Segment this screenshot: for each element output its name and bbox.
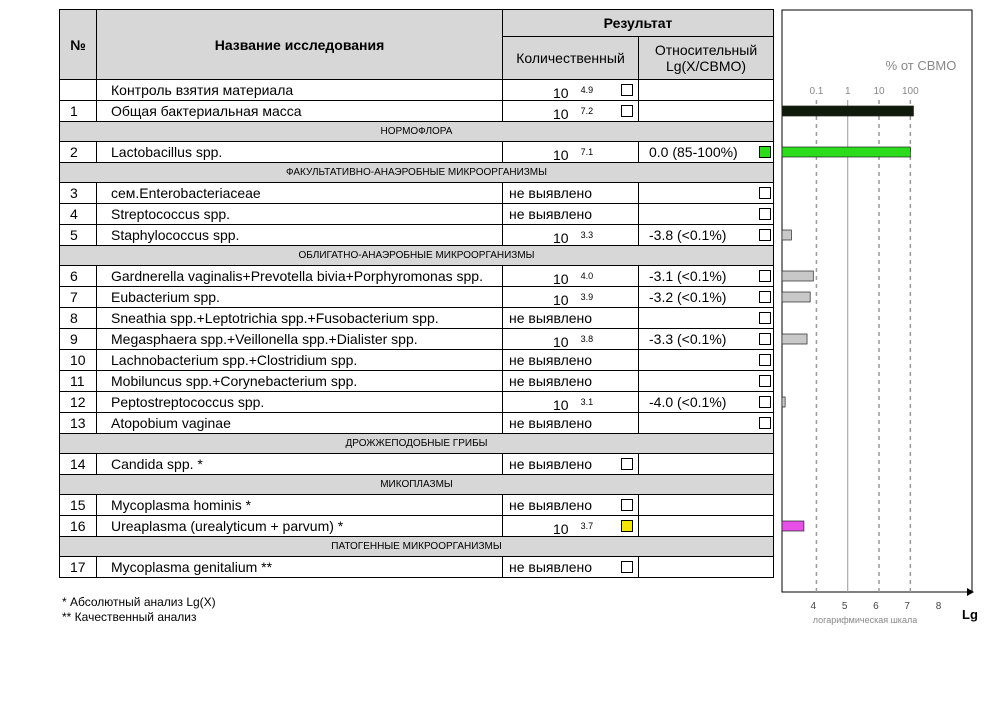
- quantitative-value: 10 $^{7.1}$: [553, 147, 594, 163]
- x-tick-label: 4: [810, 601, 817, 612]
- test-name: Staphylococcus spp.: [97, 225, 503, 246]
- row-number: 7: [60, 287, 97, 308]
- not-detected-text: не выявлено: [509, 310, 593, 326]
- test-name: Mycoplasma genitalium **: [97, 557, 503, 578]
- relative-value: -3.2 (<0.1%): [649, 289, 727, 305]
- test-name: Контроль взятия материала: [97, 80, 503, 101]
- relative-value: -3.8 (<0.1%): [649, 227, 727, 243]
- not-detected-text: не выявлено: [509, 497, 593, 513]
- bar: [782, 521, 804, 531]
- row-number: 14: [60, 454, 97, 475]
- test-name: Ureaplasma (urealyticum + parvum) *: [97, 516, 503, 537]
- test-name: сем.Enterobacteriaceae: [97, 183, 503, 204]
- relative-value: -4.0 (<0.1%): [649, 394, 727, 410]
- bar: [782, 271, 813, 281]
- footnote-qualitative: ** Качественный анализ: [62, 610, 197, 624]
- x-axis-sublabel: логарифмическая шкала: [812, 615, 918, 625]
- quantitative-value: 10 $^{3.7}$: [553, 521, 594, 537]
- x-tick-label: 8: [935, 601, 942, 612]
- header-result: Результат: [503, 10, 774, 37]
- top-tick-label: 1: [844, 86, 851, 97]
- row-number: 5: [60, 225, 97, 246]
- quantitative-value: 10 $^{3.8}$: [553, 334, 594, 350]
- test-name: Общая бактериальная масса: [97, 101, 503, 122]
- top-tick-label: 100: [901, 86, 919, 97]
- not-detected-text: не выявлено: [509, 559, 593, 575]
- test-name: Peptostreptococcus spp.: [97, 392, 503, 413]
- test-name: Streptococcus spp.: [97, 204, 503, 225]
- test-name: Mobiluncus spp.+Corynebacterium spp.: [97, 371, 503, 392]
- bar: [782, 334, 807, 344]
- section-label: ПАТОГЕННЫЕ МИКРООРГАНИЗМЫ: [60, 537, 774, 557]
- test-name: Lachnobacterium spp.+Clostridium spp.: [97, 350, 503, 371]
- row-number: 11: [60, 371, 97, 392]
- quantitative-value: 10 $^{3.3}$: [553, 230, 594, 246]
- relative-value: 0.0 (85-100%): [649, 144, 738, 160]
- test-name: Atopobium vaginae: [97, 413, 503, 434]
- chart-title: % от СВМО: [885, 58, 957, 73]
- section-label: ФАКУЛЬТАТИВНО-АНАЭРОБНЫЕ МИКРООРГАНИЗМЫ: [60, 163, 774, 183]
- row-number: 10: [60, 350, 97, 371]
- x-tick-label: 7: [904, 601, 910, 612]
- row-number: 4: [60, 204, 97, 225]
- not-detected-text: не выявлено: [509, 415, 593, 431]
- relative-value: -3.3 (<0.1%): [649, 331, 727, 347]
- header-quant: Количественный: [503, 37, 639, 80]
- not-detected-text: не выявлено: [509, 456, 593, 472]
- row-number: 17: [60, 557, 97, 578]
- x-tick-label: 5: [841, 601, 848, 612]
- row-number: 3: [60, 183, 97, 204]
- row-number: 2: [60, 142, 97, 163]
- row-number: 8: [60, 308, 97, 329]
- row-number: 13: [60, 413, 97, 434]
- x-tick-label: 6: [873, 601, 879, 612]
- not-detected-text: не выявлено: [509, 373, 593, 389]
- not-detected-text: не выявлено: [509, 185, 593, 201]
- section-label: НОРМОФЛОРА: [60, 122, 774, 142]
- bar: [782, 147, 910, 157]
- row-number: 12: [60, 392, 97, 413]
- section-label: ОБЛИГАТНО-АНАЭРОБНЫЕ МИКРООРГАНИЗМЫ: [60, 246, 774, 266]
- top-tick-label: 10: [873, 86, 885, 97]
- test-name: Eubacterium spp.: [97, 287, 503, 308]
- header-num: №: [60, 10, 97, 80]
- quantitative-value: 10 $^{3.1}$: [553, 397, 594, 413]
- not-detected-text: не выявлено: [509, 206, 593, 222]
- x-axis-arrow: [967, 588, 974, 596]
- row-number: 6: [60, 266, 97, 287]
- header-name: Название исследования: [97, 10, 503, 80]
- section-label: МИКОПЛАЗМЫ: [60, 475, 774, 495]
- row-number: 1: [60, 101, 97, 122]
- row-number: 9: [60, 329, 97, 350]
- test-name: Gardnerella vaginalis+Prevotella bivia+Porphyromonas spp.: [97, 266, 503, 287]
- test-name: Lactobacillus spp.: [97, 142, 503, 163]
- row-number: 16: [60, 516, 97, 537]
- quantitative-value: 10 $^{7.2}$: [553, 106, 594, 122]
- bar: [782, 230, 791, 240]
- header-rel: Относительный Lg(X/СВМО): [639, 37, 774, 80]
- bar: [782, 106, 913, 116]
- bar: [782, 292, 810, 302]
- test-name: Megasphaera spp.+Veillonella spp.+Dialister spp.: [97, 329, 503, 350]
- footnote-absolute: * Абсолютный анализ Lg(X): [62, 595, 216, 609]
- top-tick-label: 0.1: [809, 86, 824, 97]
- test-name: Sneathia spp.+Leptotrichia spp.+Fusobacterium spp.: [97, 308, 503, 329]
- not-detected-text: не выявлено: [509, 352, 593, 368]
- row-number: 15: [60, 495, 97, 516]
- bar: [782, 397, 785, 407]
- section-label: ДРОЖЖЕПОДОБНЫЕ ГРИБЫ: [60, 434, 774, 454]
- test-name: Candida spp. *: [97, 454, 503, 475]
- quantitative-value: 10 $^{4.9}$: [553, 85, 594, 101]
- test-name: Mycoplasma hominis *: [97, 495, 503, 516]
- x-axis-label: Lg: [962, 607, 978, 622]
- quantitative-value: 10 $^{4.0}$: [553, 271, 594, 287]
- relative-value: -3.1 (<0.1%): [649, 268, 727, 284]
- quantitative-value: 10 $^{3.9}$: [553, 292, 594, 308]
